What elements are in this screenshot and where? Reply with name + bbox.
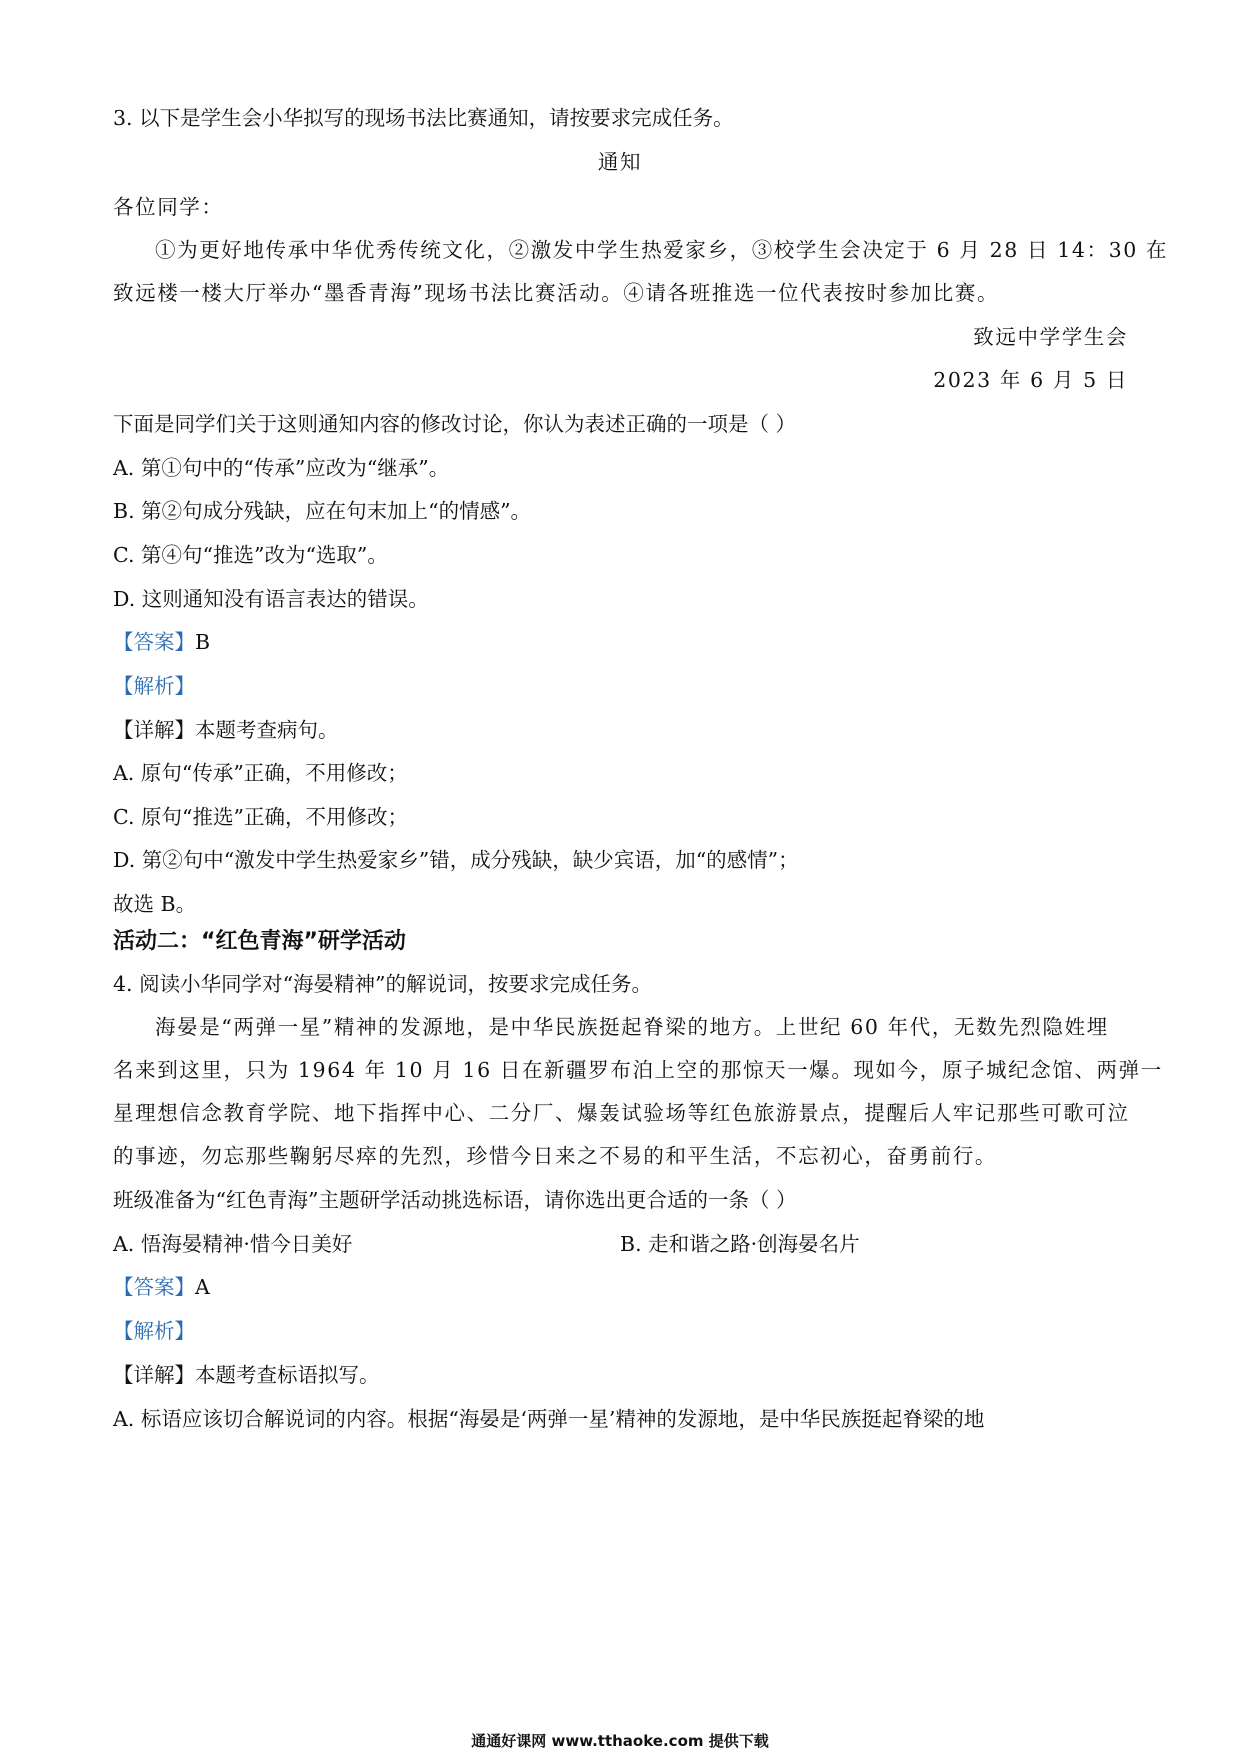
q3-conclusion: 故选 B。 [113, 892, 197, 916]
q3-detail-line-d: D. 第②句中“激发中学生热爱家乡”错，成分残缺，缺少宾语，加“的感情”； [113, 848, 799, 872]
q4-detail: 【详解】本题考查标语拟写。 [113, 1363, 380, 1387]
q4-passage-line-1: 海晏是“两弹一星”精神的发源地，是中华民族挺起脊梁的地方。上世纪 60 年代，无数先烈隐姓埋 [155, 1015, 1109, 1039]
q4-passage-line-4: 的事迹，勿忘那些鞠躬尽瘁的先烈，珍惜今日来之不易的和平生活，不忘初心，奋勇前行。 [113, 1144, 997, 1168]
q4-answer-row [113, 1273, 1133, 1301]
q4-question: 班级准备为“红色青海”主题研学活动挑选标语，请你选出更合适的一条（ ） [113, 1188, 797, 1212]
notice-signature: 致远中学学生会 [973, 325, 1128, 349]
activity2-heading: 活动二：“红色青海”研学活动 [113, 929, 406, 954]
q4-stem: 4. 阅读小华同学对“海晏精神”的解说词，按要求完成任务。 [113, 972, 653, 996]
q4-options-row [113, 1230, 1133, 1258]
q4-detail-line-a: A. 标语应该切合解说词的内容。根据“海晏是‘两弹一星’精神的发源地，是中华民族挺起脊梁的地 [113, 1407, 985, 1431]
q3-option-c: C. 第④句“推选”改为“选取”。 [113, 543, 388, 567]
notice-title: 通知 [597, 150, 643, 174]
page-footer: 通通好课网 www.tthaoke.com 提供下载 [471, 1732, 769, 1750]
q3-option-b: B. 第②句成分残缺，应在句末加上“的情感”。 [113, 499, 532, 523]
q3-detail-line-c: C. 原句“推选”正确，不用修改； [113, 805, 408, 829]
q3-question: 下面是同学们关于这则通知内容的修改讨论，你认为表述正确的一项是（ ） [113, 412, 797, 436]
q4-option-b: B. 走和谐之路·创海晏名片 [620, 1232, 860, 1256]
q4-option-a: A. 悟海晏精神·惜今日美好 [113, 1232, 353, 1256]
notice-date: 2023 年 6 月 5 日 [933, 368, 1128, 392]
q4-passage-line-2: 名来到这里，只为 1964 年 10 月 16 日在新疆罗布泊上空的那惊天一爆。现如今，原子城纪念馆、两弹一 [113, 1058, 1163, 1082]
q4-passage-line-3: 星理想信念教育学院、地下指挥中心、二分厂、爆轰试验场等红色旅游景点，提醒后人牢记那些可歌可泣 [113, 1101, 1130, 1125]
notice-body-line-1: ①为更好地传承中华优秀传统文化，②激发中学生热爱家乡，③校学生会决定于 6 月 28 日 14：30 在 [155, 238, 1169, 262]
notice-salutation: 各位同学： [113, 195, 224, 219]
q3-answer-row [113, 628, 1133, 656]
q3-answer: B [195, 630, 211, 654]
q4-answer: A [195, 1275, 210, 1299]
q3-stem: 3. 以下是学生会小华拟写的现场书法比赛通知，请按要求完成任务。 [113, 106, 734, 130]
q3-detail: 【详解】本题考查病句。 [113, 718, 339, 742]
q4-analysis-tag: 【解析】 [113, 1319, 195, 1343]
q3-analysis-tag: 【解析】 [113, 674, 195, 698]
q3-option-a: A. 第①句中的“传承”应改为“继承”。 [113, 456, 450, 480]
answer-tag: 【答案】 [113, 630, 195, 654]
q3-option-d: D. 这则通知没有语言表达的错误。 [113, 587, 429, 611]
q3-detail-line-a: A. 原句“传承”正确，不用修改； [113, 761, 408, 785]
answer-tag: 【答案】 [113, 1275, 195, 1299]
notice-body-line-2: 致远楼一楼大厅举办“墨香青海”现场书法比赛活动。④请各班推选一位代表按时参加比赛。 [113, 281, 1000, 305]
